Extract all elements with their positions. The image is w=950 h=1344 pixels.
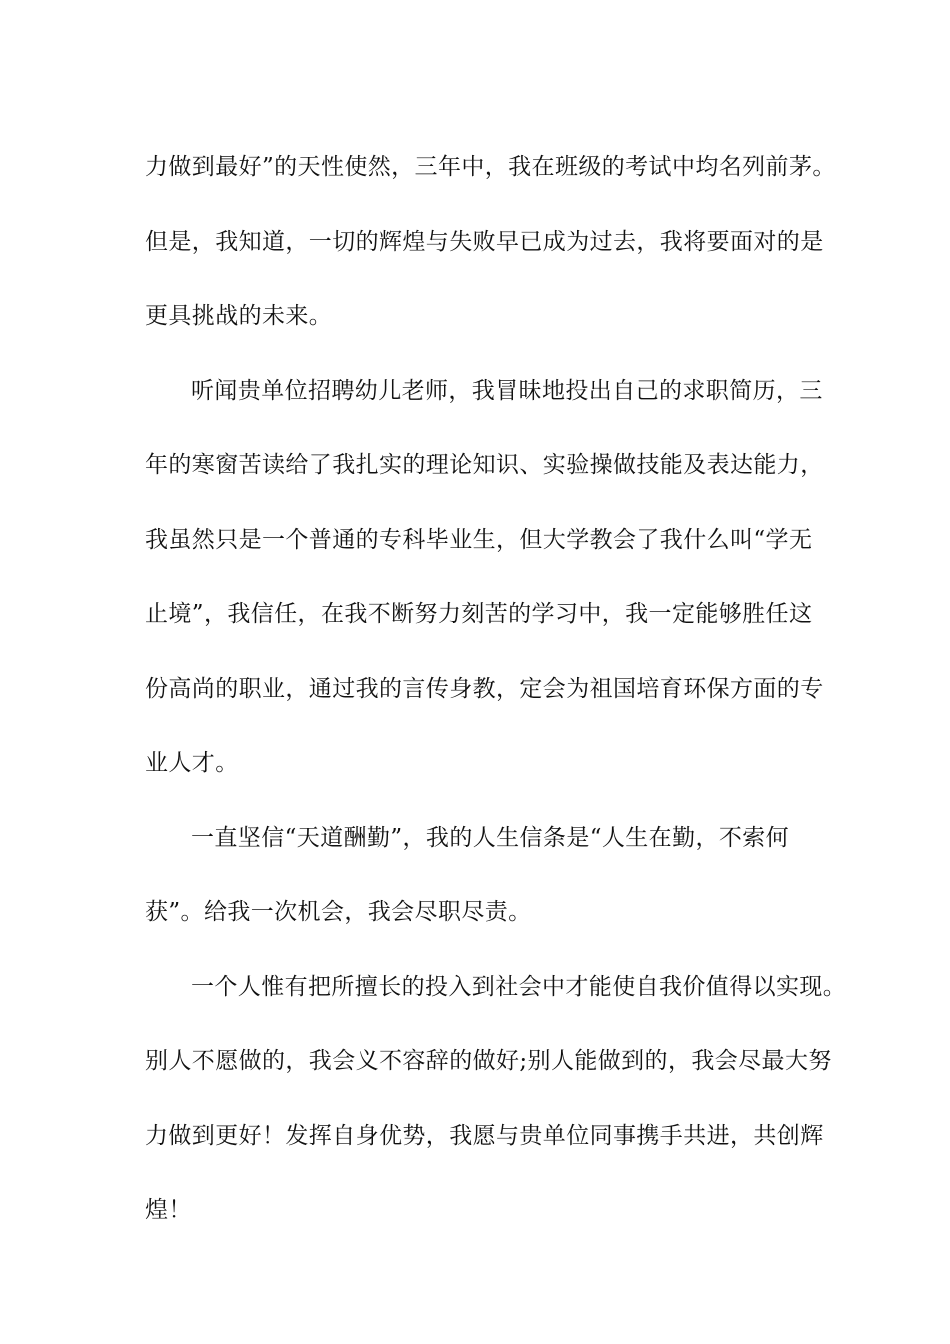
text-line: 更具挑战的未来。 bbox=[145, 303, 333, 329]
paragraph-start-line: 听闻贵单位招聘幼儿老师，我冒昧地投出自己的求职简历，三 bbox=[191, 377, 823, 404]
text-line: 力做到最好”的天性使然，三年中，我在班级的考试中均名列前茅。 bbox=[145, 154, 836, 180]
text-line: 份高尚的职业，通过我的言传身教，定会为祖国培育环保方面的专 bbox=[145, 675, 824, 702]
text-line: 我虽然只是一个普通的专科毕业生，但大学教会了我什么叫“学无 bbox=[145, 526, 813, 553]
text-line: 煌！ bbox=[145, 1197, 192, 1223]
text-line: 止境”，我信任，在我不断努力刻苦的学习中，我一定能够胜任这 bbox=[145, 601, 813, 627]
body-text bbox=[145, 130, 847, 1248]
text-line: 获”。给我一次机会，我会尽职尽责。 bbox=[145, 899, 532, 925]
paragraph-start-line: 一直坚信“天道酬勤”，我的人生信条是“人生在勤，不索何 bbox=[191, 824, 790, 851]
text-line: 别人不愿做的，我会义不容辞的做好;别人能做到的，我会尽最大努 bbox=[145, 1048, 832, 1074]
text-line: 力做到更好！发挥自身优势，我愿与贵单位同事携手共进，共创辉 bbox=[145, 1122, 824, 1149]
text-line: 但是，我知道，一切的辉煌与失败早已成为过去，我将要面对的是 bbox=[145, 228, 824, 255]
text-line: 年的寒窗苦读给了我扎实的理论知识、实验操做技能及表达能力， bbox=[145, 452, 824, 478]
paragraph-start-line: 一个人惟有把所擅长的投入到社会中才能使自我价值得以实现。 bbox=[191, 973, 847, 1000]
text-line: 业人才。 bbox=[145, 750, 239, 776]
